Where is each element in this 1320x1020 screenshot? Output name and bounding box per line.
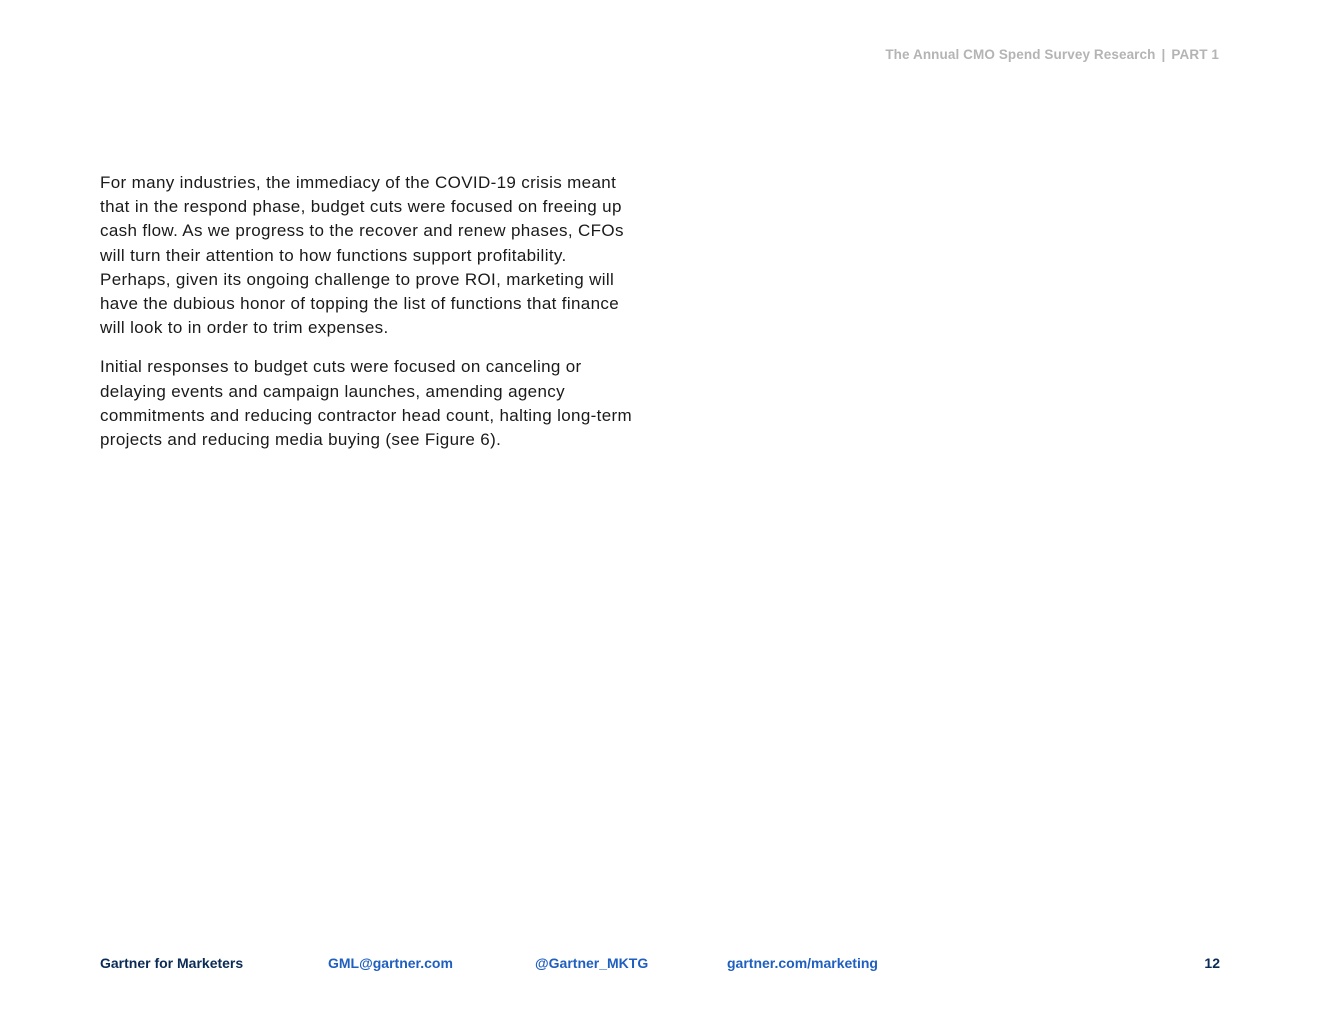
running-header (885, 47, 1219, 62)
footer-twitter-link[interactable]: @Gartner_MKTG (535, 955, 649, 971)
page-number: 12 (1204, 955, 1220, 971)
paragraph-2: Initial responses to budget cuts were focused on canceling or delaying events and campaign launches, amending agency commitments and reducing contractor head count, halting long-term projects and reducing media buying (see Figure 6). (100, 357, 633, 450)
paragraph-1: For many industries, the immediacy of the COVID-19 crisis meant that in the respond phase, budget cuts were focused on freeing up cash flow. As we progress to the recover and renew phases, CFOs will turn their attention to how functions support profitability. Perhaps, given its ongoing challenge to prove ROI, marketing will have the dubious honor of topping the list of functions that finance will look to in order to trim expenses. (100, 173, 624, 338)
page-footer (100, 955, 1220, 975)
footer-brand: Gartner for Marketers (100, 955, 244, 971)
header-separator: | (1161, 47, 1166, 62)
footer-website-link[interactable]: gartner.com/marketing (727, 955, 878, 971)
report-title: The Annual CMO Spend Survey Research (885, 47, 1156, 62)
body-text (100, 171, 640, 467)
report-part: PART 1 (1171, 47, 1219, 62)
footer-email-link[interactable]: GML@gartner.com (328, 955, 453, 971)
